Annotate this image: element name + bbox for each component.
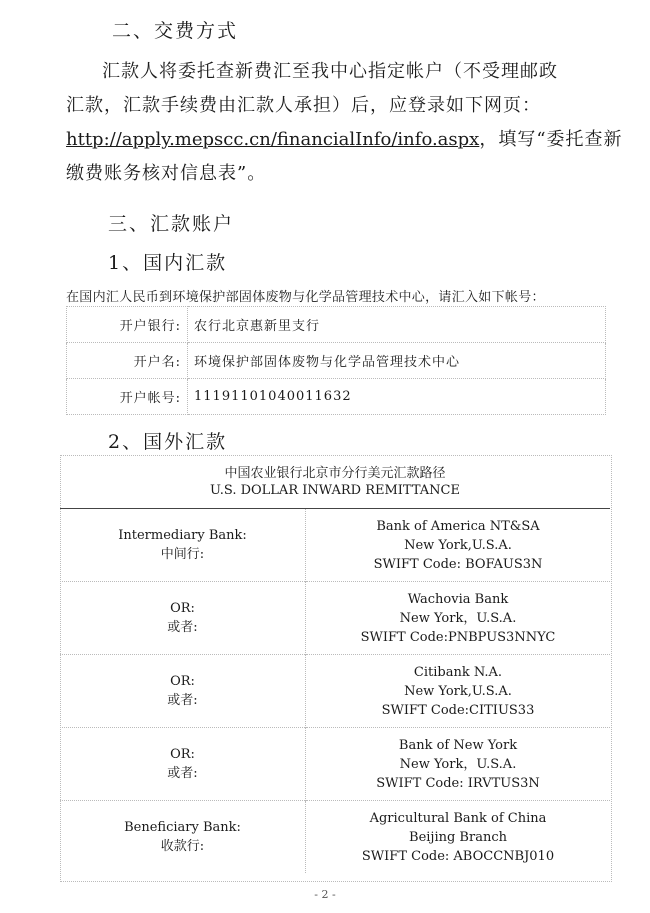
section-heading-remittance-accounts: 三、汇款账户	[108, 213, 235, 235]
bank-value: 农行北京惠新里支行	[188, 307, 606, 343]
paragraph-line: 汇款人将委托查新费汇至我中心指定帐户（不受理邮政	[102, 61, 558, 82]
bank-role-cell	[60, 582, 306, 655]
bank-name: Wachovia Bank	[407, 591, 509, 607]
paragraph-line	[66, 123, 623, 157]
bank-label: 开户银行:	[67, 307, 188, 343]
swift-code: SWIFT Code:CITIUS33	[381, 702, 535, 718]
paragraph-line: 汇款，汇款手续费由汇款人承担）后，应登录如下网页：	[66, 95, 541, 116]
bank-role-en: OR:	[170, 674, 195, 689]
bank-role-en: Intermediary Bank:	[118, 528, 247, 543]
bank-detail-cell	[306, 728, 611, 801]
bank-name: Citibank N.A.	[413, 664, 503, 680]
domestic-intro-text: 在国内汇人民币到环境保护部固体废物与化学品管理技术中心，请汇入如下帐号：	[66, 290, 545, 305]
bank-role-cell	[60, 801, 306, 874]
bank-detail-cell	[306, 655, 611, 728]
swift-code: SWIFT Code: BOFAUS3N	[373, 556, 543, 572]
bank-location: Beijing Branch	[409, 829, 507, 845]
bank-name: Bank of New York	[398, 737, 518, 753]
account-number-value: 11191101040011632	[188, 379, 606, 415]
domestic-account-table	[66, 306, 606, 415]
bank-role-cn: 或者:	[167, 693, 198, 708]
bank-detail-cell	[306, 801, 611, 874]
swift-code: SWIFT Code:PNBPUS3NNYC	[360, 629, 556, 645]
bank-role-cell	[60, 509, 306, 582]
bank-role-cell	[60, 655, 306, 728]
bank-role-en: Beneficiary Bank:	[124, 820, 241, 835]
swift-code: SWIFT Code: IRVTUS3N	[376, 775, 540, 791]
bank-role-cn: 中间行:	[160, 547, 205, 562]
subheading-domestic-remittance: 1、国内汇款	[108, 252, 228, 274]
table-row	[67, 307, 606, 343]
table-row	[60, 655, 610, 728]
bank-location: New York，U.S.A.	[399, 756, 517, 772]
payment-instructions-paragraph	[66, 55, 623, 191]
bank-name: Agricultural Bank of China	[369, 810, 547, 826]
paragraph-text: ，填写“委托查新	[479, 129, 623, 150]
account-number-label: 开户帐号:	[67, 379, 188, 415]
table-row	[67, 343, 606, 379]
bank-role-cn: 收款行:	[160, 839, 205, 854]
foreign-remittance-table	[60, 508, 610, 873]
table-row	[67, 379, 606, 415]
table-row	[60, 509, 610, 582]
account-name-value: 环境保护部固体废物与化学品管理技术中心	[188, 343, 606, 379]
swift-code: SWIFT Code: ABOCCNBJ010	[361, 848, 555, 864]
bank-role-cn: 或者:	[167, 766, 198, 781]
bank-role-en: OR:	[170, 601, 195, 616]
page-number: - 2 -	[314, 888, 336, 901]
table-row	[60, 801, 610, 874]
account-name-label: 开户名:	[67, 343, 188, 379]
subheading-foreign-remittance: 2、国外汇款	[108, 431, 228, 453]
bank-role-cn: 或者:	[167, 620, 198, 635]
table-row	[60, 728, 610, 801]
bank-location: New York，U.S.A.	[399, 610, 517, 626]
bank-role-cell	[60, 728, 306, 801]
foreign-title-en: U.S. DOLLAR INWARD REMITTANCE	[209, 483, 460, 498]
bank-name: Bank of America NT&SA	[376, 518, 540, 534]
info-url-link[interactable]: http://apply.mepscc.cn/financialInfo/info.aspx	[66, 129, 480, 150]
foreign-title-cn: 中国农业银行北京市分行美元汇款路径	[224, 466, 446, 481]
bank-detail-cell	[306, 582, 611, 655]
table-row	[60, 582, 610, 655]
bank-location: New York,U.S.A.	[404, 683, 512, 699]
bank-location: New York,U.S.A.	[404, 537, 512, 553]
section-heading-payment-method: 二、交费方式	[112, 20, 239, 42]
paragraph-line: 缴费账务核对信息表”。	[66, 163, 267, 184]
bank-detail-cell	[306, 509, 611, 582]
bank-role-en: OR:	[170, 747, 195, 762]
